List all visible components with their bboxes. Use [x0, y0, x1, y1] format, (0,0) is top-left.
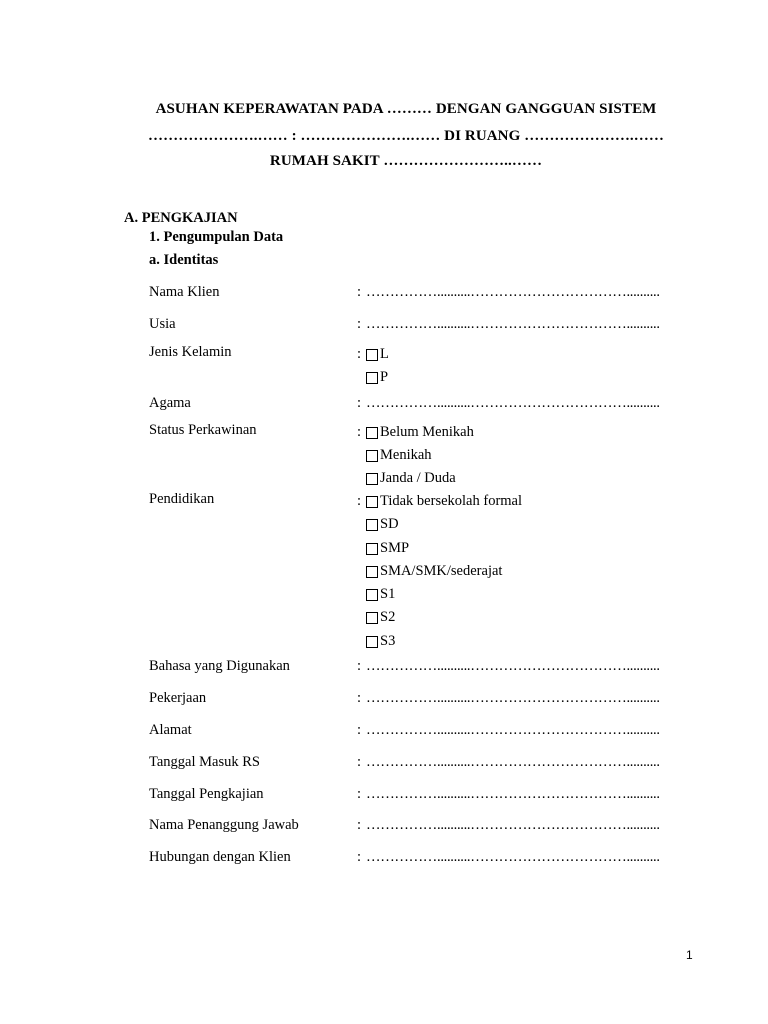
option-label: SD: [380, 516, 399, 532]
status-option-menikah[interactable]: [357, 447, 432, 464]
checkbox-icon[interactable]: [366, 519, 378, 531]
checkbox-icon[interactable]: [366, 566, 378, 578]
document-title-line-3: RUMAH SAKIT ……………………..……: [269, 153, 543, 169]
bahasa-label: Bahasa yang Digunakan: [149, 658, 290, 674]
nama-klien-label: Nama Klien: [149, 284, 220, 300]
colon: :: [357, 346, 362, 362]
colon: :: [357, 849, 361, 865]
hubungan-field[interactable]: [357, 849, 660, 866]
usia-label: Usia: [149, 316, 176, 332]
blank-line: ……………..........……………………………..........: [366, 754, 660, 770]
colon: :: [357, 817, 361, 833]
pekerjaan-label: Pekerjaan: [149, 690, 207, 706]
tanggal-masuk-label: Tanggal Masuk RS: [149, 754, 260, 770]
document-title-line-1: ASUHAN KEPERAWATAN PADA ……… DENGAN GANGGUAN SISTEM: [155, 101, 657, 117]
checkbox-icon[interactable]: [366, 636, 378, 648]
checkbox-icon[interactable]: [366, 612, 378, 624]
agama-label: Agama: [149, 395, 191, 411]
nama-penanggung-label: Nama Penanggung Jawab: [149, 817, 299, 833]
checkbox-icon[interactable]: [366, 543, 378, 555]
page-number: 1: [686, 948, 693, 962]
checkbox-icon[interactable]: [366, 349, 378, 361]
pendidikan-option-sd[interactable]: [357, 516, 399, 533]
pendidikan-option-s1[interactable]: [357, 586, 395, 603]
nama-klien-field[interactable]: [357, 284, 660, 301]
colon: :: [357, 424, 362, 440]
hubungan-label: Hubungan dengan Klien: [149, 849, 291, 865]
status-option-janda-duda[interactable]: [357, 470, 456, 487]
option-label: S2: [380, 609, 396, 625]
blank-line: ……………..........……………………………..........: [366, 722, 660, 738]
pendidikan-option-s2[interactable]: [357, 609, 395, 626]
identitas-heading: a. Identitas: [149, 252, 219, 268]
colon: :: [357, 786, 361, 802]
option-label: Tidak bersekolah formal: [380, 493, 523, 509]
tanggal-masuk-field[interactable]: [357, 754, 660, 771]
blank-line: ……………..........……………………………..........: [366, 849, 660, 865]
blank-line: ……………..........……………………………..........: [366, 786, 660, 802]
colon: :: [357, 722, 361, 738]
jenis-kelamin-option-p[interactable]: [357, 369, 388, 386]
blank-line: ……………..........……………………………..........: [366, 690, 660, 706]
bahasa-field[interactable]: [357, 658, 660, 675]
checkbox-icon[interactable]: [366, 496, 378, 508]
colon: :: [357, 690, 361, 706]
option-label: SMP: [380, 540, 410, 556]
option-label: Belum Menikah: [380, 424, 474, 440]
pendidikan-option-tidak-bersekolah[interactable]: [357, 493, 522, 510]
pendidikan-option-s3[interactable]: [357, 633, 395, 650]
document-title-line-2: ………………….…… : ………………….…… DI RUANG ………………….……: [148, 128, 664, 144]
pendidikan-option-smp[interactable]: [357, 540, 409, 557]
agama-field[interactable]: [357, 395, 660, 412]
jenis-kelamin-label: Jenis Kelamin: [149, 344, 232, 360]
pekerjaan-field[interactable]: [357, 690, 660, 707]
tanggal-pengkajian-field[interactable]: [357, 786, 660, 803]
checkbox-icon[interactable]: [366, 450, 378, 462]
status-perkawinan-label: Status Perkawinan: [149, 422, 257, 438]
colon: :: [357, 658, 361, 674]
colon: :: [357, 284, 361, 300]
option-label: Janda / Duda: [380, 470, 456, 486]
section-heading: A. PENGKAJIAN: [124, 210, 238, 226]
jenis-kelamin-option-l[interactable]: [357, 346, 389, 363]
pendidikan-label: Pendidikan: [149, 491, 215, 507]
pendidikan-option-sma[interactable]: [357, 563, 502, 580]
colon: :: [357, 316, 361, 332]
blank-line: ……………..........……………………………..........: [366, 658, 660, 674]
alamat-field[interactable]: [357, 722, 660, 739]
option-label: P: [380, 369, 389, 385]
blank-line: ……………..........……………………………..........: [366, 284, 660, 300]
checkbox-icon[interactable]: [366, 589, 378, 601]
tanggal-pengkajian-label: Tanggal Pengkajian: [149, 786, 264, 802]
blank-line: ……………..........……………………………..........: [366, 316, 660, 332]
subsection-heading: 1. Pengumpulan Data: [149, 229, 284, 245]
status-option-belum-menikah[interactable]: [357, 424, 474, 441]
option-label: S3: [380, 633, 396, 649]
checkbox-icon[interactable]: [366, 372, 378, 384]
blank-line: ……………..........……………………………..........: [366, 817, 660, 833]
option-label: L: [380, 346, 389, 362]
option-label: S1: [380, 586, 396, 602]
colon: :: [357, 395, 361, 411]
option-label: Menikah: [380, 447, 432, 463]
colon: :: [357, 493, 362, 509]
colon: :: [357, 754, 361, 770]
usia-field[interactable]: [357, 316, 660, 333]
blank-line: ……………..........……………………………..........: [366, 395, 660, 411]
alamat-label: Alamat: [149, 722, 192, 738]
checkbox-icon[interactable]: [366, 473, 378, 485]
nama-penanggung-field[interactable]: [357, 817, 660, 834]
checkbox-icon[interactable]: [366, 427, 378, 439]
option-label: SMA/SMK/sederajat: [380, 563, 503, 579]
